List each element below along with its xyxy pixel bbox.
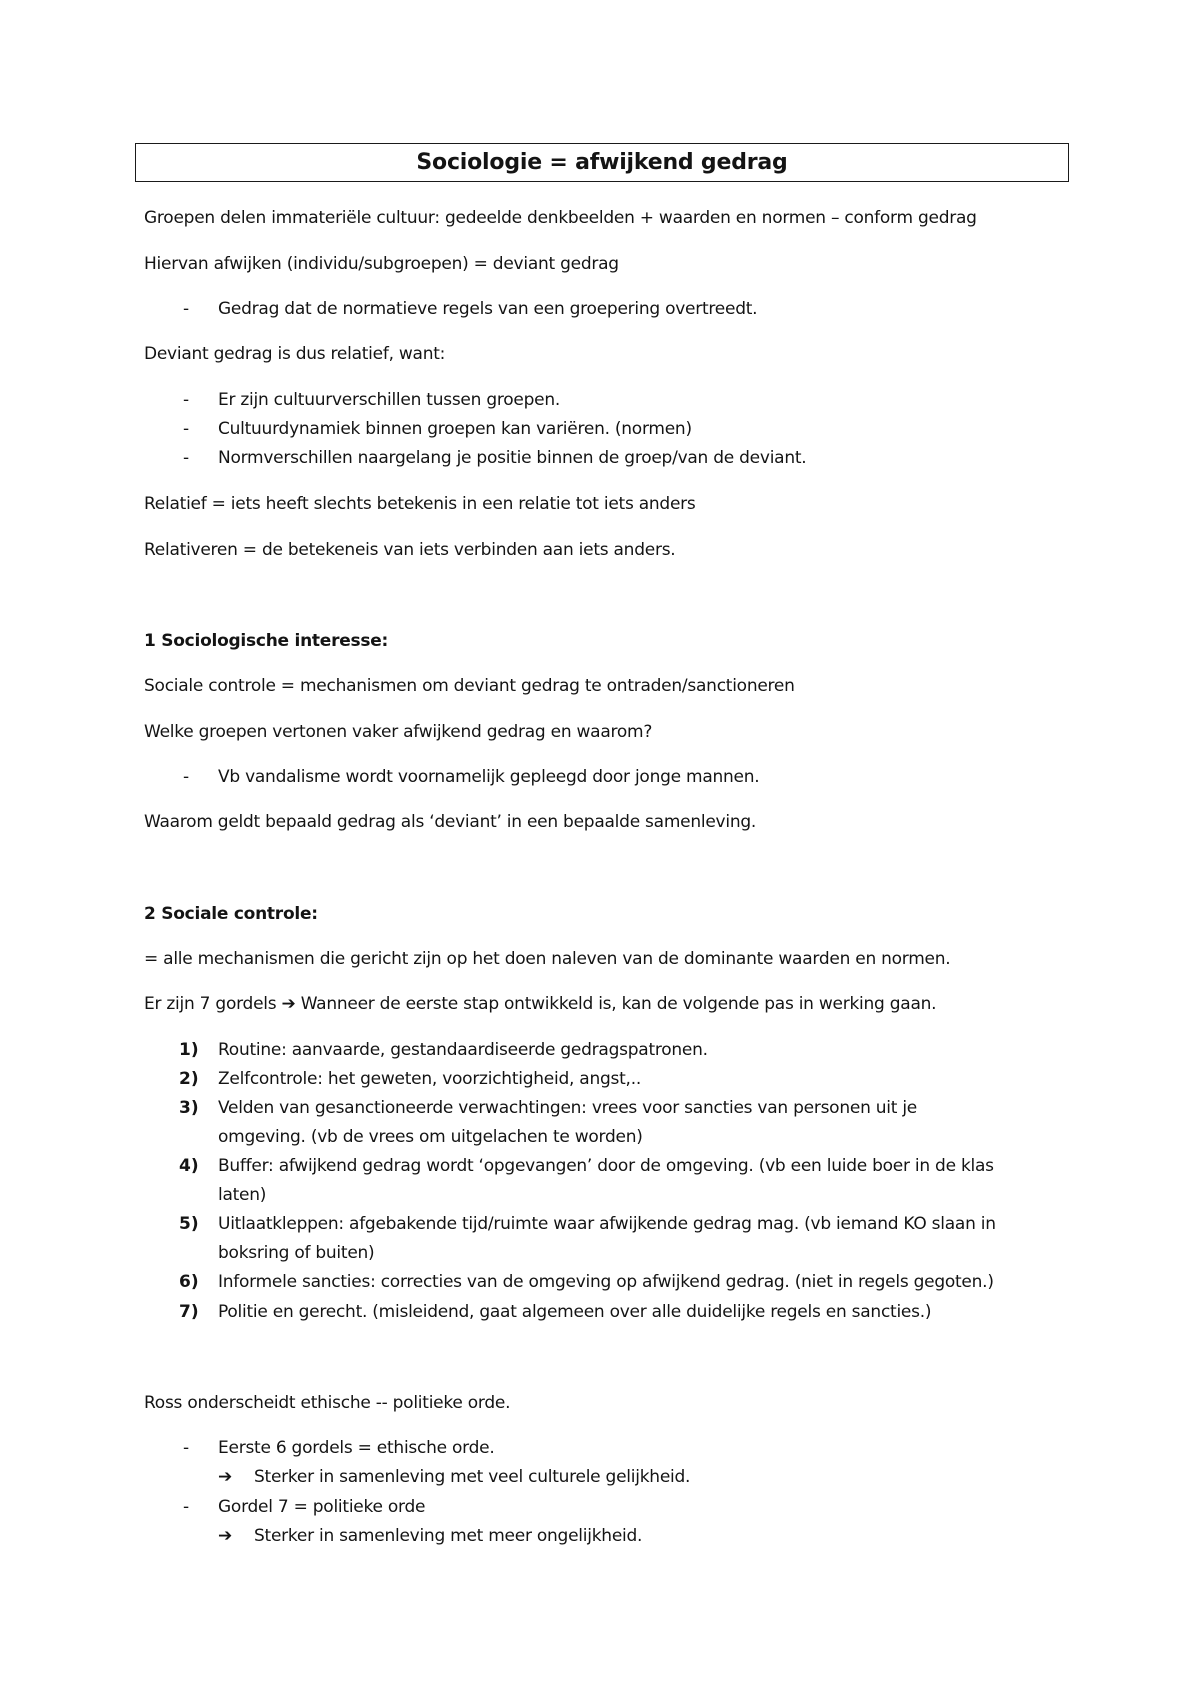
- list-item: Velden van gesanctioneerde verwachtingen: vrees voor sancties van personen uit je: [218, 1098, 917, 1118]
- bullet-item: Gedrag dat de normatieve regels van een groepering overtreedt.: [218, 299, 758, 319]
- bullet-dash: -: [183, 299, 190, 319]
- list-number: 2): [179, 1069, 199, 1089]
- bullet-item: Gordel 7 = politieke orde: [218, 1497, 426, 1517]
- bullet-item: Cultuurdynamiek binnen groepen kan variëren. (normen): [218, 419, 692, 439]
- list-number: 5): [179, 1214, 199, 1234]
- list-item: Routine: aanvaarde, gestandaardiseerde gedragspatronen.: [218, 1040, 708, 1060]
- bullet-dash: -: [183, 448, 190, 468]
- bullet-dash: -: [183, 419, 190, 439]
- paragraph: = alle mechanismen die gericht zijn op het doen naleven van de dominante waarden en normen.: [144, 949, 951, 969]
- paragraph-with-arrow: [144, 993, 936, 1015]
- arrow-icon: ➔: [281, 994, 296, 1014]
- paragraph-end: Wanneer de eerste stap ontwikkeld is, kan de volgende pas in werking gaan.: [300, 994, 937, 1014]
- paragraph: Waarom geldt bepaald gedrag als ‘deviant’ in een bepaalde samenleving.: [144, 812, 757, 832]
- list-number: 6): [179, 1272, 199, 1292]
- bullet-dash: -: [183, 390, 190, 410]
- paragraph: Welke groepen vertonen vaker afwijkend gedrag en waarom?: [144, 722, 653, 742]
- list-item-continued: boksring of buiten): [218, 1243, 375, 1263]
- paragraph: Groepen delen immateriële cultuur: gedeelde denkbeelden + waarden en normen – conform gedrag: [144, 208, 977, 228]
- section-heading: 2 Sociale controle:: [144, 904, 318, 924]
- bullet-dash: -: [183, 1497, 190, 1517]
- list-number: 1): [179, 1040, 199, 1060]
- list-number: 3): [179, 1098, 199, 1118]
- bullet-item: Normverschillen naargelang je positie binnen de groep/van de deviant.: [218, 448, 807, 468]
- paragraph: Hiervan afwijken (individu/subgroepen) = deviant gedrag: [144, 254, 619, 274]
- paragraph-start: Er zijn 7 gordels: [144, 994, 277, 1014]
- title-box: [135, 143, 1069, 182]
- list-number: 7): [179, 1302, 199, 1322]
- list-item: Uitlaatkleppen: afgebakende tijd/ruimte waar afwijkende gedrag mag. (vb iemand KO slaan in: [218, 1214, 996, 1234]
- bullet-dash: -: [183, 767, 190, 787]
- arrow-icon: ➔: [218, 1467, 233, 1487]
- list-number: 4): [179, 1156, 199, 1176]
- list-item-continued: omgeving. (vb de vrees om uitgelachen te worden): [218, 1127, 643, 1147]
- bullet-item: Vb vandalisme wordt voornamelijk gepleegd door jonge mannen.: [218, 767, 760, 787]
- list-item: Buffer: afwijkend gedrag wordt ‘opgevangen’ door de omgeving. (vb een luide boer in de klas: [218, 1156, 994, 1176]
- bullet-item: Er zijn cultuurverschillen tussen groepen.: [218, 390, 561, 410]
- bullet-dash: -: [183, 1438, 190, 1458]
- list-item: Politie en gerecht. (misleidend, gaat algemeen over alle duidelijke regels en sancties.): [218, 1302, 932, 1322]
- arrow-item: Sterker in samenleving met meer ongelijkheid.: [254, 1526, 643, 1546]
- paragraph: Sociale controle = mechanismen om deviant gedrag te ontraden/sanctioneren: [144, 676, 795, 696]
- arrow-item: Sterker in samenleving met veel culturele gelijkheid.: [254, 1467, 691, 1487]
- paragraph: Relativeren = de betekeneis van iets verbinden aan iets anders.: [144, 540, 676, 560]
- bullet-item: Eerste 6 gordels = ethische orde.: [218, 1438, 495, 1458]
- arrow-icon: ➔: [218, 1526, 233, 1546]
- paragraph: Deviant gedrag is dus relatief, want:: [144, 344, 446, 364]
- list-item: Zelfcontrole: het geweten, voorzichtigheid, angst,..: [218, 1069, 642, 1089]
- paragraph: Relatief = iets heeft slechts betekenis in een relatie tot iets anders: [144, 494, 696, 514]
- list-item-continued: laten): [218, 1185, 267, 1205]
- section-heading: 1 Sociologische interesse:: [144, 631, 389, 651]
- list-item: Informele sancties: correcties van de omgeving op afwijkend gedrag. (niet in regels gegoten.): [218, 1272, 994, 1292]
- paragraph: Ross onderscheidt ethische -- politieke orde.: [144, 1393, 511, 1413]
- page-title: Sociologie = afwijkend gedrag: [416, 150, 788, 175]
